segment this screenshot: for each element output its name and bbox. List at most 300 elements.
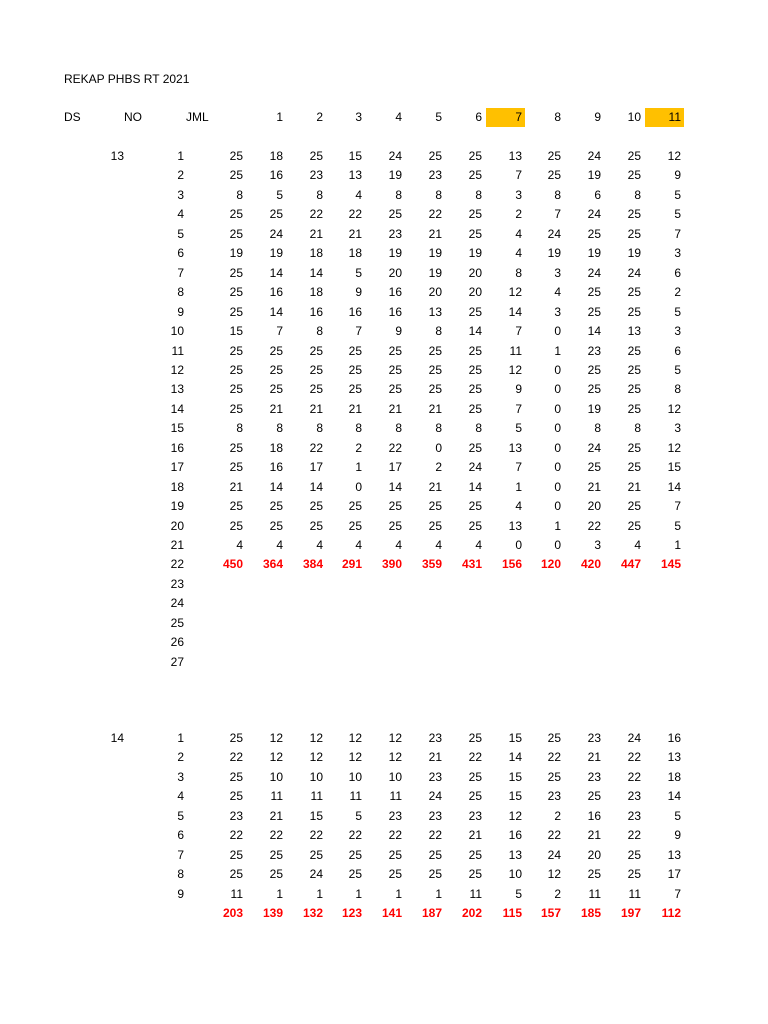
table-cell: 25: [627, 518, 641, 533]
table-cell: 25: [468, 304, 482, 319]
table-cell: 4: [515, 226, 522, 241]
table-cell: 25: [428, 867, 442, 882]
table-cell: 25: [468, 343, 482, 358]
table-cell: 12: [309, 750, 323, 765]
table-cell: 13: [348, 168, 362, 183]
table-cell: 11: [270, 789, 283, 804]
table-cell: 8: [435, 187, 442, 202]
row-no: 1: [177, 731, 184, 745]
sheet-title: REKAP PHBS RT 2021: [64, 72, 190, 86]
header-col-9: 9: [594, 110, 601, 124]
table-cell: 8: [554, 187, 561, 202]
table-cell: 11: [389, 789, 402, 804]
table-cell: 25: [388, 362, 402, 377]
header-ds: DS: [64, 110, 81, 124]
table-cell: 21: [428, 750, 442, 765]
table-cell: 13: [667, 750, 681, 765]
table-cell: 24: [587, 440, 601, 455]
table-cell: 19: [428, 246, 442, 261]
table-cell: 16: [269, 168, 283, 183]
row-no: 13: [170, 382, 184, 397]
table-cell: 18: [309, 285, 323, 300]
table-cell: 13: [508, 149, 522, 163]
table-cell: 24: [547, 847, 561, 862]
table-cell: 22: [547, 828, 561, 843]
row-no: 16: [170, 440, 184, 455]
table-cell: 1: [316, 886, 323, 901]
table-cell: 24: [309, 867, 323, 882]
row-no: 5: [177, 808, 184, 823]
table-cell: 5: [355, 808, 362, 823]
table-cell: 21: [348, 401, 362, 416]
total-cell: 202: [461, 906, 482, 921]
table-cell: 8: [674, 382, 681, 397]
table-cell: 25: [627, 382, 641, 397]
table-cell: 14: [468, 479, 482, 494]
table-cell: 25: [229, 168, 243, 183]
table-cell: 21: [468, 828, 482, 843]
total-cell: 364: [262, 557, 283, 572]
table-cell: 25: [229, 149, 243, 163]
table-cell: 14: [508, 750, 522, 765]
table-cell: 20: [468, 285, 482, 300]
table-cell: 25: [587, 362, 601, 377]
table-cell: 13: [627, 324, 641, 339]
table-cell: 25: [468, 207, 482, 222]
table-cell: 11: [469, 886, 482, 901]
table-cell: 25: [468, 789, 482, 804]
table-cell: 25: [428, 518, 442, 533]
row-no: 22: [170, 557, 184, 572]
table-cell: 25: [348, 867, 362, 882]
table-cell: 13: [428, 304, 442, 319]
table-cell: 25: [348, 499, 362, 514]
table-cell: 25: [229, 847, 243, 862]
table-cell: 9: [355, 285, 362, 300]
total-cell: 145: [660, 557, 681, 572]
total-cell: 141: [381, 906, 402, 921]
table-cell: 11: [230, 886, 243, 901]
table-cell: 15: [309, 808, 323, 823]
table-cell: 12: [508, 285, 522, 300]
table-cell: 8: [634, 187, 641, 202]
table-cell: 1: [276, 886, 283, 901]
table-cell: 23: [587, 769, 601, 784]
table-cell: 19: [428, 265, 442, 280]
table-cell: 14: [269, 265, 283, 280]
table-cell: 4: [475, 538, 482, 552]
table-cell: 4: [554, 285, 561, 300]
table-cell: 25: [428, 362, 442, 377]
table-cell: 7: [554, 207, 561, 222]
table-cell: 10: [388, 769, 402, 784]
table-cell: 25: [229, 440, 243, 455]
row-no: 17: [170, 460, 184, 475]
table-cell: 15: [348, 149, 362, 163]
table-cell: 1: [395, 886, 402, 901]
table-cell: 24: [547, 226, 561, 241]
table-cell: 1: [554, 343, 561, 358]
row-no: 10: [170, 324, 184, 339]
table-cell: 25: [627, 149, 641, 163]
table-cell: 23: [309, 168, 323, 183]
table-cell: 25: [269, 518, 283, 533]
table-cell: 12: [667, 149, 681, 163]
header-col-1: 1: [276, 110, 283, 124]
table-cell: 25: [229, 362, 243, 377]
table-cell: 25: [468, 440, 482, 455]
table-cell: 25: [269, 207, 283, 222]
table-cell: 25: [587, 460, 601, 475]
table-cell: 16: [388, 304, 402, 319]
table-cell: 16: [309, 304, 323, 319]
table-cell: 25: [468, 149, 482, 163]
table-cell: 16: [348, 304, 362, 319]
table-cell: 22: [309, 828, 323, 843]
header-jml: JML: [186, 110, 209, 124]
table-cell: 21: [587, 828, 601, 843]
table-cell: 25: [388, 343, 402, 358]
table-cell: 23: [388, 226, 402, 241]
table-cell: 23: [388, 808, 402, 823]
total-cell: 359: [421, 557, 442, 572]
table-cell: 11: [588, 886, 601, 901]
header-col-11: 11: [645, 108, 684, 127]
table-cell: 25: [428, 847, 442, 862]
table-cell: 0: [554, 382, 561, 397]
table-cell: 12: [348, 731, 362, 745]
table-cell: 4: [435, 538, 442, 552]
table-cell: 25: [468, 226, 482, 241]
table-cell: 5: [674, 808, 681, 823]
total-cell: 156: [501, 557, 522, 572]
row-no: 12: [170, 362, 184, 377]
table-cell: 16: [508, 828, 522, 843]
table-cell: 19: [229, 246, 243, 261]
table-cell: 12: [667, 401, 681, 416]
table-cell: 9: [515, 382, 522, 397]
table-cell: 3: [674, 421, 681, 436]
table-cell: 17: [388, 460, 402, 475]
table-cell: 0: [554, 324, 561, 339]
table-cell: 5: [515, 886, 522, 901]
header-col-6: 6: [475, 110, 482, 124]
table-cell: 21: [229, 479, 243, 494]
table-cell: 20: [468, 265, 482, 280]
table-cell: 21: [309, 226, 323, 241]
header-no: NO: [124, 110, 142, 124]
table-cell: 19: [627, 246, 641, 261]
table-cell: 25: [269, 499, 283, 514]
table-cell: 10: [348, 769, 362, 784]
table-cell: 25: [348, 343, 362, 358]
table-cell: 25: [269, 382, 283, 397]
total-cell: 431: [461, 557, 482, 572]
table-cell: 22: [229, 828, 243, 843]
table-cell: 21: [587, 479, 601, 494]
table-cell: 25: [627, 304, 641, 319]
table-cell: 8: [435, 421, 442, 436]
row-no: 14: [170, 401, 184, 416]
table-cell: 25: [627, 401, 641, 416]
table-cell: 15: [508, 789, 522, 804]
table-cell: 25: [269, 343, 283, 358]
table-cell: 16: [587, 808, 601, 823]
table-cell: 18: [348, 246, 362, 261]
row-no: 9: [177, 304, 184, 319]
total-cell: 291: [341, 557, 362, 572]
table-cell: 25: [547, 769, 561, 784]
table-cell: 5: [674, 304, 681, 319]
table-cell: 21: [309, 401, 323, 416]
table-cell: 22: [627, 750, 641, 765]
table-cell: 25: [627, 226, 641, 241]
table-cell: 19: [547, 246, 561, 261]
table-cell: 25: [309, 847, 323, 862]
table-cell: 23: [627, 789, 641, 804]
table-cell: 7: [674, 499, 681, 514]
row-no: 6: [177, 246, 184, 261]
table-cell: 25: [627, 460, 641, 475]
row-no: 9: [177, 886, 184, 901]
table-cell: 23: [547, 789, 561, 804]
row-no: 23: [170, 576, 184, 591]
table-cell: 25: [229, 867, 243, 882]
table-cell: 25: [468, 362, 482, 377]
table-cell: 25: [587, 382, 601, 397]
table-cell: 12: [508, 362, 522, 377]
table-cell: 24: [428, 789, 442, 804]
table-cell: 13: [667, 847, 681, 862]
table-cell: 23: [229, 808, 243, 823]
row-no: 15: [170, 421, 184, 436]
table-cell: 22: [229, 750, 243, 765]
table-cell: 25: [388, 499, 402, 514]
table-cell: 7: [515, 460, 522, 475]
table-cell: 25: [627, 499, 641, 514]
table-cell: 7: [515, 324, 522, 339]
table-cell: 25: [587, 285, 601, 300]
table-cell: 14: [269, 479, 283, 494]
table-cell: 9: [674, 168, 681, 183]
table-cell: 4: [634, 538, 641, 552]
table-cell: 5: [674, 362, 681, 377]
table-cell: 5: [355, 265, 362, 280]
table-cell: 24: [587, 265, 601, 280]
table-cell: 0: [355, 479, 362, 494]
row-no: 27: [170, 654, 184, 669]
table-cell: 13: [508, 518, 522, 533]
table-cell: 16: [269, 460, 283, 475]
table-cell: 25: [229, 265, 243, 280]
table-cell: 13: [508, 440, 522, 455]
table-cell: 25: [468, 499, 482, 514]
table-cell: 24: [269, 226, 283, 241]
table-cell: 1: [355, 886, 362, 901]
table-cell: 25: [627, 362, 641, 377]
table-cell: 10: [309, 769, 323, 784]
section-ds-14: 14: [110, 731, 124, 745]
table-cell: 25: [348, 382, 362, 397]
table-cell: 25: [468, 382, 482, 397]
table-cell: 8: [475, 187, 482, 202]
table-cell: 12: [388, 750, 402, 765]
table-cell: 21: [269, 401, 283, 416]
table-cell: 8: [316, 187, 323, 202]
row-no: 24: [170, 596, 184, 611]
table-cell: 13: [508, 847, 522, 862]
table-cell: 11: [509, 343, 522, 358]
table-cell: 25: [229, 518, 243, 533]
table-cell: 8: [634, 421, 641, 436]
table-cell: 4: [355, 538, 362, 552]
header-col-5: 5: [435, 110, 442, 124]
table-cell: 8: [435, 324, 442, 339]
row-no: 8: [177, 867, 184, 882]
table-cell: 5: [276, 187, 283, 202]
table-cell: 22: [269, 828, 283, 843]
row-no: 8: [177, 285, 184, 300]
table-cell: 25: [428, 382, 442, 397]
table-cell: 25: [468, 847, 482, 862]
table-cell: 18: [309, 246, 323, 261]
table-cell: 10: [508, 867, 522, 882]
table-cell: 3: [515, 187, 522, 202]
table-cell: 15: [508, 769, 522, 784]
table-cell: 3: [554, 265, 561, 280]
table-cell: 2: [355, 440, 362, 455]
table-cell: 25: [428, 343, 442, 358]
table-cell: 20: [428, 285, 442, 300]
table-cell: 3: [594, 538, 601, 552]
table-cell: 22: [388, 440, 402, 455]
table-cell: 8: [316, 324, 323, 339]
table-cell: 22: [547, 750, 561, 765]
table-cell: 2: [554, 886, 561, 901]
table-cell: 12: [388, 731, 402, 745]
table-cell: 4: [515, 246, 522, 261]
table-cell: 0: [435, 440, 442, 455]
table-cell: 25: [428, 149, 442, 163]
header-col-8: 8: [554, 110, 561, 124]
row-no: 5: [177, 226, 184, 241]
table-cell: 7: [515, 168, 522, 183]
table-cell: 5: [674, 187, 681, 202]
table-cell: 4: [236, 538, 243, 552]
table-cell: 19: [388, 246, 402, 261]
table-cell: 25: [587, 226, 601, 241]
table-cell: 25: [229, 789, 243, 804]
table-cell: 7: [355, 324, 362, 339]
table-cell: 25: [547, 149, 561, 163]
table-cell: 21: [428, 479, 442, 494]
table-cell: 11: [628, 886, 641, 901]
table-cell: 24: [627, 265, 641, 280]
table-cell: 25: [388, 382, 402, 397]
table-cell: 25: [468, 731, 482, 745]
table-cell: 8: [395, 187, 402, 202]
table-cell: 25: [547, 731, 561, 745]
table-cell: 14: [309, 265, 323, 280]
table-cell: 24: [627, 731, 641, 745]
table-cell: 25: [468, 401, 482, 416]
table-cell: 21: [269, 808, 283, 823]
table-cell: 8: [515, 265, 522, 280]
total-cell: 157: [540, 906, 561, 921]
table-cell: 8: [395, 421, 402, 436]
table-cell: 22: [428, 828, 442, 843]
table-cell: 22: [388, 828, 402, 843]
table-cell: 25: [627, 343, 641, 358]
table-cell: 25: [348, 362, 362, 377]
table-cell: 23: [428, 808, 442, 823]
table-cell: 25: [269, 362, 283, 377]
table-cell: 15: [229, 324, 243, 339]
header-col-10: 10: [627, 110, 641, 124]
table-cell: 7: [515, 401, 522, 416]
table-cell: 14: [508, 304, 522, 319]
table-cell: 10: [269, 769, 283, 784]
total-cell: 123: [341, 906, 362, 921]
table-cell: 3: [674, 324, 681, 339]
table-cell: 21: [627, 479, 641, 494]
table-cell: 22: [627, 769, 641, 784]
table-cell: 18: [269, 440, 283, 455]
table-cell: 15: [667, 460, 681, 475]
total-cell: 187: [421, 906, 442, 921]
table-cell: 22: [428, 207, 442, 222]
table-cell: 25: [468, 867, 482, 882]
table-cell: 4: [276, 538, 283, 552]
table-cell: 25: [587, 867, 601, 882]
table-cell: 6: [674, 265, 681, 280]
table-cell: 23: [428, 168, 442, 183]
table-cell: 25: [348, 518, 362, 533]
table-cell: 25: [309, 382, 323, 397]
row-no: 7: [177, 847, 184, 862]
table-cell: 25: [627, 847, 641, 862]
table-cell: 5: [674, 518, 681, 533]
header-col-4: 4: [395, 110, 402, 124]
table-cell: 3: [674, 246, 681, 261]
table-cell: 25: [627, 207, 641, 222]
table-cell: 22: [627, 828, 641, 843]
total-cell: 390: [381, 557, 402, 572]
table-cell: 22: [587, 518, 601, 533]
row-no: 6: [177, 828, 184, 843]
total-cell: 197: [620, 906, 641, 921]
table-cell: 25: [269, 867, 283, 882]
table-cell: 12: [508, 808, 522, 823]
table-cell: 21: [587, 750, 601, 765]
table-cell: 25: [309, 343, 323, 358]
table-cell: 11: [310, 789, 323, 804]
table-cell: 8: [475, 421, 482, 436]
table-cell: 20: [587, 847, 601, 862]
table-cell: 23: [627, 808, 641, 823]
table-cell: 25: [348, 847, 362, 862]
table-cell: 12: [547, 867, 561, 882]
table-cell: 2: [674, 285, 681, 300]
table-cell: 21: [428, 401, 442, 416]
table-cell: 7: [674, 886, 681, 901]
table-cell: 25: [468, 518, 482, 533]
table-cell: 20: [388, 265, 402, 280]
table-cell: 25: [229, 304, 243, 319]
table-cell: 7: [674, 226, 681, 241]
table-cell: 21: [388, 401, 402, 416]
table-cell: 19: [587, 401, 601, 416]
